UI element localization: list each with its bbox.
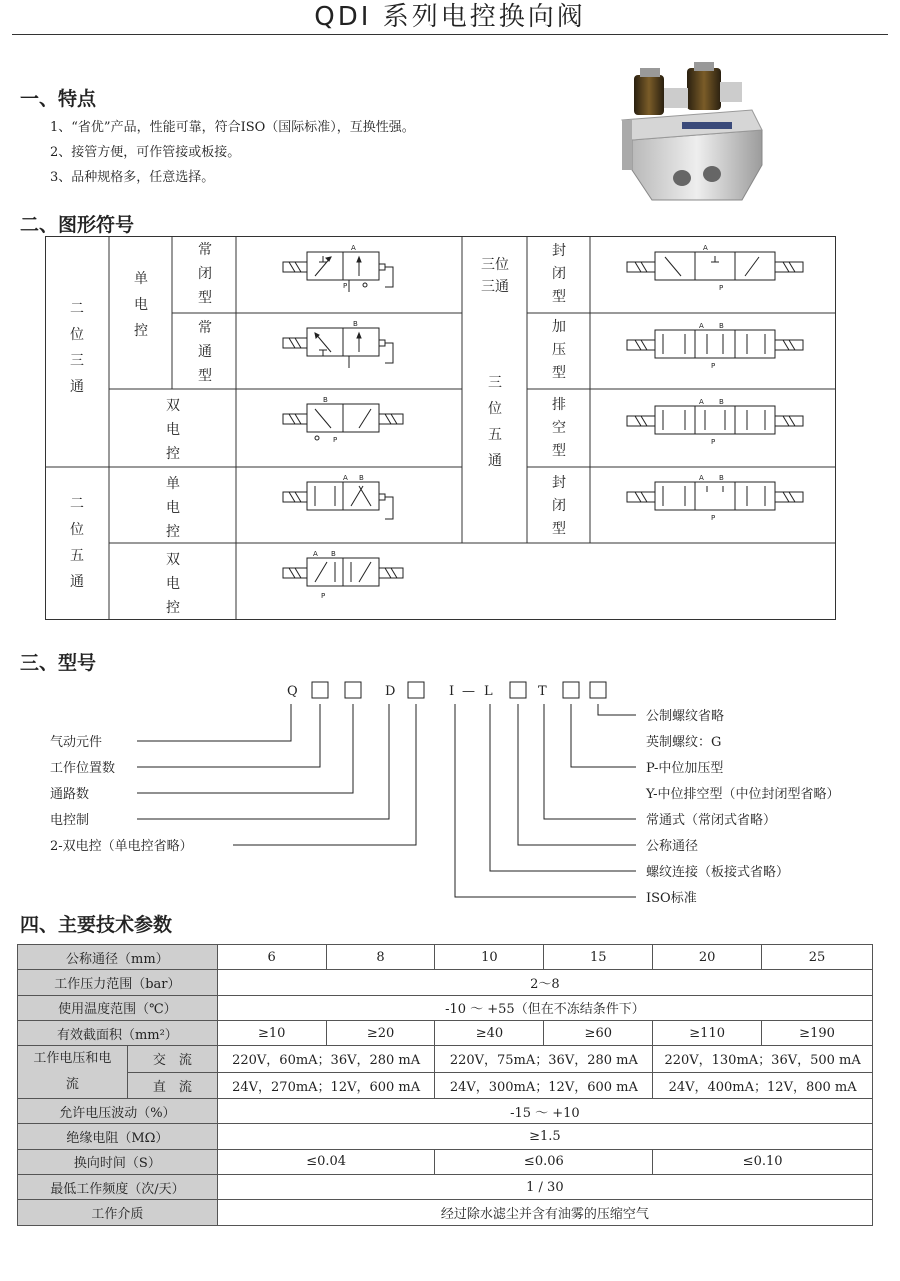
port-p: P xyxy=(719,284,724,292)
area-1: ≥20 xyxy=(326,1020,435,1045)
model-left-3: 电控制 xyxy=(50,813,90,828)
diam-4: 20 xyxy=(653,945,762,970)
label-sealed-2: 封闭型 xyxy=(552,475,566,537)
row-switch-time xyxy=(18,1149,873,1174)
label-normally-closed: 常闭型 xyxy=(198,242,212,306)
model-right-1: 英制螺纹：G xyxy=(646,735,722,750)
diam-3: 15 xyxy=(544,945,653,970)
spec-table xyxy=(17,944,873,1226)
row-insulation xyxy=(18,1124,873,1149)
switch-0: ≤0.04 xyxy=(217,1149,435,1174)
model-left-1: 工作位置数 xyxy=(50,761,116,776)
hdr-frequency: 最低工作频度（次/天） xyxy=(18,1175,218,1200)
code-d: D xyxy=(385,684,396,699)
code-t: T xyxy=(538,684,547,699)
model-right-2: P-中位加压型 xyxy=(646,761,724,776)
symbol-25-single xyxy=(283,474,393,519)
area-2: ≥40 xyxy=(435,1020,544,1045)
hdr-fluctuation: 允许电压波动（%） xyxy=(18,1099,218,1124)
insulation-value: ≥1.5 xyxy=(217,1124,872,1149)
feature-item-2: 2、接管方便，可作管接或板接。 xyxy=(50,145,241,160)
pressure-value: 2～8 xyxy=(217,970,872,995)
area-4: ≥110 xyxy=(653,1020,762,1045)
fluctuation-value: -15 ～ +10 xyxy=(217,1099,872,1124)
label-double-1: 双电控 xyxy=(166,398,180,462)
label-exhaust: 排空型 xyxy=(552,397,566,459)
valve-photo xyxy=(612,60,772,210)
label-three-pos-three-way: 三位三通 xyxy=(481,257,509,295)
row-diameter xyxy=(18,945,873,970)
section-features-heading: 一、特点 xyxy=(20,88,97,110)
port-p: P xyxy=(711,362,716,370)
model-right-5: 公称通径 xyxy=(646,839,699,854)
symbol-25-double xyxy=(283,550,403,600)
port-a: A xyxy=(699,474,704,482)
diam-0: 6 xyxy=(217,945,326,970)
diam-5: 25 xyxy=(762,945,873,970)
medium-value: 经过除水滤尘并含有油雾的压缩空气 xyxy=(217,1200,872,1225)
row-area xyxy=(18,1020,873,1045)
port-p: P xyxy=(343,282,348,290)
label-single-2: 单电控 xyxy=(166,476,180,540)
label-pressure: 加压型 xyxy=(552,319,566,381)
port-b: B xyxy=(359,474,364,482)
label-double-2: 双电控 xyxy=(166,552,180,616)
ac-0: 220V，60mA；36V，280 mA xyxy=(217,1046,435,1073)
label-single-1: 单电控 xyxy=(134,271,148,339)
hdr-dc: 直 流 xyxy=(127,1072,217,1099)
model-right-0: 公制螺纹省略 xyxy=(646,709,725,724)
frequency-value: 1 / 30 xyxy=(217,1175,872,1200)
port-a: A xyxy=(343,474,348,482)
dc-1: 24V，300mA；12V，600 mA xyxy=(435,1072,653,1099)
hdr-temperature: 使用温度范围（℃） xyxy=(18,995,218,1020)
port-b: B xyxy=(719,474,724,482)
label-normally-open: 常通型 xyxy=(198,320,212,384)
model-right-6: 螺纹连接（板接式省略） xyxy=(646,865,790,880)
section-symbols-heading: 二、图形符号 xyxy=(20,214,135,236)
port-b: B xyxy=(323,396,328,404)
port-b: B xyxy=(331,550,336,558)
feature-item-3: 3、品种规格多，任意选择。 xyxy=(50,170,215,185)
dc-0: 24V，270mA；12V，600 mA xyxy=(217,1072,435,1099)
row-ac xyxy=(18,1046,873,1073)
model-right-3: Y-中位排空型（中位封闭型省略） xyxy=(646,787,840,802)
area-3: ≥60 xyxy=(544,1020,653,1045)
port-p: P xyxy=(321,592,326,600)
ac-2: 220V，130mA；36V，500 mA xyxy=(653,1046,873,1073)
port-a: A xyxy=(699,322,704,330)
section-model-heading: 三、型号 xyxy=(20,652,97,674)
model-left-2: 通路数 xyxy=(50,787,90,802)
label-sealed-1: 封闭型 xyxy=(552,243,566,305)
valve-symbols xyxy=(45,236,836,620)
dc-2: 24V，400mA；12V，800 mA xyxy=(653,1072,873,1099)
port-a: A xyxy=(699,398,704,406)
code-i: I xyxy=(449,684,455,699)
hdr-area: 有效截面积（mm²） xyxy=(18,1020,218,1045)
model-right-4: 常通式（常闭式省略） xyxy=(646,813,777,828)
symbol-23-nc xyxy=(283,244,393,292)
port-b: B xyxy=(353,320,358,328)
port-p: P xyxy=(711,438,716,446)
area-0: ≥10 xyxy=(217,1020,326,1045)
ac-1: 220V，75mA；36V，280 mA xyxy=(435,1046,653,1073)
port-a: A xyxy=(703,244,708,252)
diam-1: 8 xyxy=(326,945,435,970)
row-temperature xyxy=(18,995,873,1020)
model-left-4: 2-双电控（单电控省略） xyxy=(50,839,193,854)
symbol-35-pressure xyxy=(627,322,803,370)
model-code-diagram xyxy=(0,676,900,916)
label-two-pos-three-way: 二位三通 xyxy=(70,301,84,395)
page-title: QDI 系列电控换向阀 xyxy=(314,2,586,32)
port-b: B xyxy=(719,322,724,330)
area-5: ≥190 xyxy=(762,1020,873,1045)
symbol-35-exhaust xyxy=(627,398,803,446)
feature-item-1: 1、“省优”产品，性能可靠，符合ISO（国际标准），互换性强。 xyxy=(50,120,415,135)
row-frequency xyxy=(18,1175,873,1200)
label-three-pos-five-way: 三位五通 xyxy=(488,375,502,469)
hdr-pressure: 工作压力范围（bar） xyxy=(18,970,218,995)
port-a: A xyxy=(313,550,318,558)
symbol-23-double xyxy=(283,396,403,444)
code-dash: — xyxy=(462,684,475,699)
hdr-voltage: 工作电压和电流 xyxy=(18,1046,128,1099)
diam-2: 10 xyxy=(435,945,544,970)
switch-1: ≤0.06 xyxy=(435,1149,653,1174)
code-q: Q xyxy=(287,684,298,699)
symbol-33-sealed xyxy=(627,244,803,292)
row-dc xyxy=(18,1072,873,1099)
symbol-35-sealed xyxy=(627,474,803,522)
label-two-pos-five-way: 二位五通 xyxy=(70,496,84,590)
row-medium xyxy=(18,1200,873,1225)
symbol-23-no xyxy=(283,320,393,368)
hdr-medium: 工作介质 xyxy=(18,1200,218,1225)
hdr-ac: 交 流 xyxy=(127,1046,217,1073)
title-rule xyxy=(12,34,888,35)
port-p: P xyxy=(333,436,338,444)
switch-2: ≤0.10 xyxy=(653,1149,873,1174)
temperature-value: -10 ～ +55（但在不冻结条件下） xyxy=(217,995,872,1020)
section-specs-heading: 四、主要技术参数 xyxy=(20,914,173,936)
row-fluctuation xyxy=(18,1099,873,1124)
model-left-0: 气动元件 xyxy=(50,735,103,750)
code-l: L xyxy=(484,684,493,699)
hdr-diameter: 公称通径（mm） xyxy=(18,945,218,970)
port-b: B xyxy=(719,398,724,406)
row-pressure xyxy=(18,970,873,995)
model-right-7: ISO标准 xyxy=(646,891,697,906)
port-a: A xyxy=(351,244,356,252)
port-p: P xyxy=(711,514,716,522)
hdr-insulation: 绝缘电阻（MΩ） xyxy=(18,1124,218,1149)
hdr-switch-time: 换向时间（S） xyxy=(18,1149,218,1174)
